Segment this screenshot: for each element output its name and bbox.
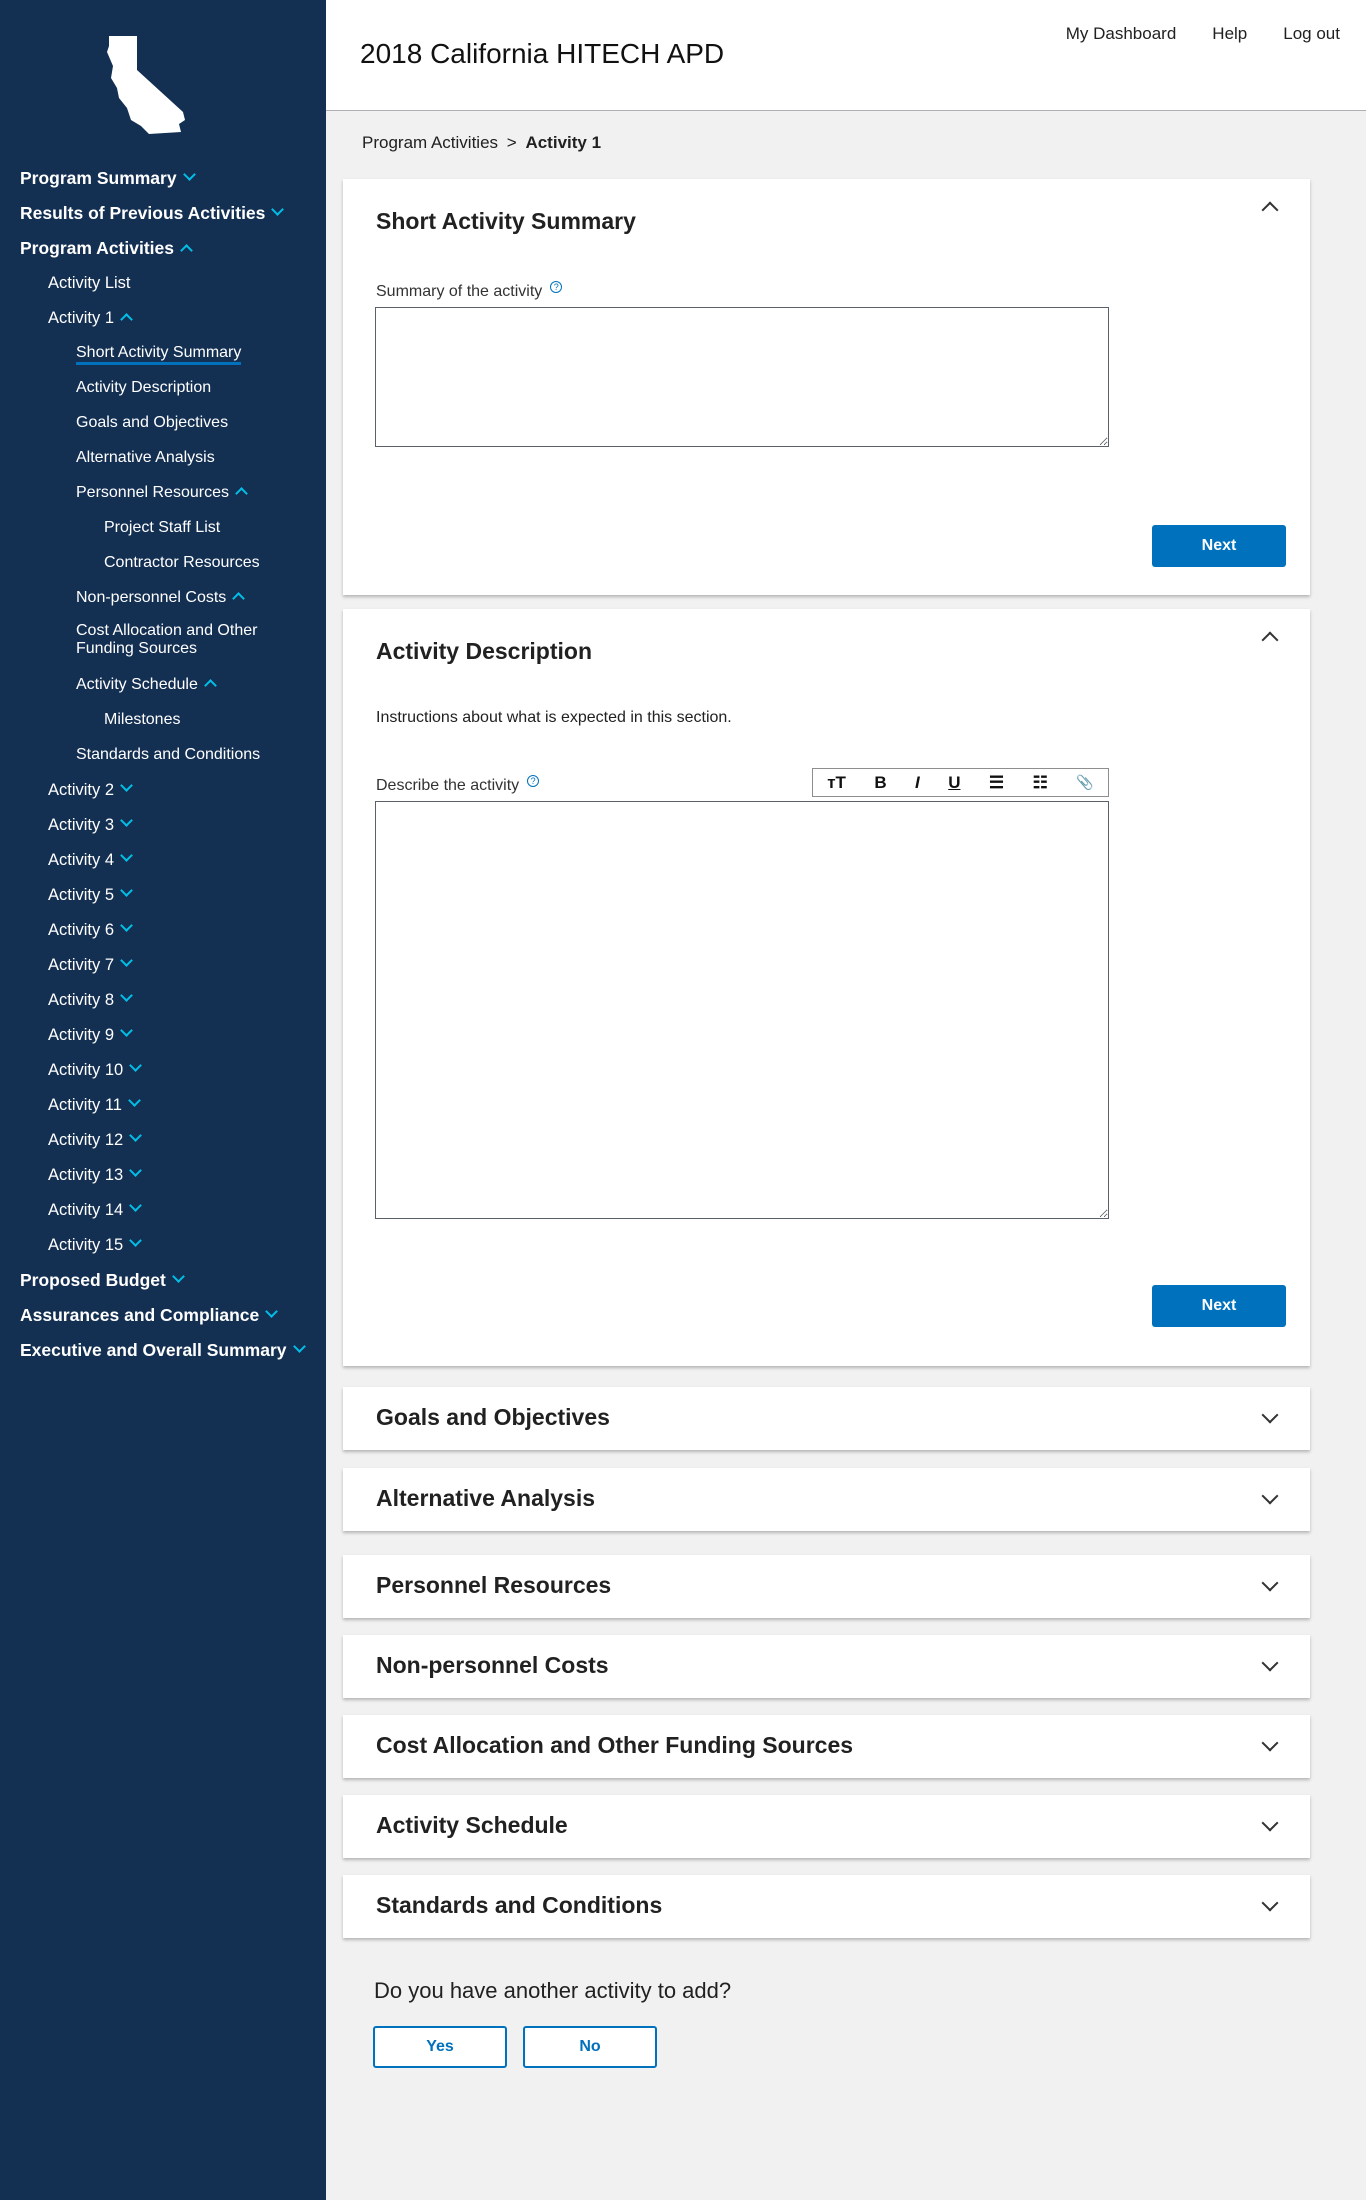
- sidebar-item[interactable]: [0, 1266, 326, 1301]
- help-link[interactable]: Help: [1212, 24, 1248, 43]
- collapsed-section-card[interactable]: [343, 1795, 1310, 1858]
- sidebar-item[interactable]: [0, 1126, 326, 1161]
- sidebar-item[interactable]: [0, 1231, 326, 1266]
- sidebar-item-label: Activity 11: [48, 1096, 122, 1114]
- sidebar-item-label: Activity 4: [48, 851, 115, 869]
- card-title: Standards and Conditions: [376, 1892, 663, 1918]
- sidebar-item[interactable]: [0, 164, 326, 199]
- sidebar-item-label: Cost Allocation and Other Funding Sources: [76, 622, 258, 657]
- text-size-icon[interactable]: тT: [827, 772, 846, 792]
- chevron-up-icon[interactable]: [180, 244, 193, 257]
- chevron-down-icon[interactable]: [129, 1199, 142, 1212]
- sidebar-item[interactable]: [0, 776, 326, 811]
- collapsed-section-card[interactable]: [343, 1387, 1310, 1450]
- sidebar-item[interactable]: [0, 1021, 326, 1056]
- chevron-down-icon[interactable]: [172, 1270, 185, 1283]
- sidebar-item[interactable]: [0, 409, 326, 444]
- activity-description-card: [343, 609, 1310, 1366]
- sidebar-item-label: Contractor Resources: [104, 554, 260, 571]
- chevron-up-icon[interactable]: [120, 313, 133, 326]
- expand-chevron-icon[interactable]: [1262, 1735, 1279, 1752]
- card-title: Cost Allocation and Other Funding Sources: [376, 1732, 854, 1758]
- sidebar-item-label: Activity Schedule: [76, 676, 198, 693]
- chevron-down-icon[interactable]: [120, 989, 133, 1002]
- attach-icon[interactable]: 📎: [1076, 774, 1094, 790]
- expand-chevron-icon[interactable]: [1262, 1575, 1279, 1592]
- sidebar-item-label: Activity 12: [48, 1131, 124, 1149]
- sidebar-item[interactable]: [0, 951, 326, 986]
- breadcrumb-current: Activity 1: [525, 133, 602, 152]
- collapsed-section-card[interactable]: [343, 1468, 1310, 1531]
- chevron-down-icon[interactable]: [265, 1305, 278, 1318]
- chevron-down-icon[interactable]: [183, 168, 196, 181]
- no-button[interactable]: No: [523, 2026, 657, 2068]
- chevron-down-icon[interactable]: [120, 884, 133, 897]
- sidebar-item-label: Personnel Resources: [76, 484, 229, 501]
- yes-button[interactable]: Yes: [373, 2026, 507, 2068]
- sidebar-item-label: Activity List: [48, 274, 131, 292]
- sidebar-item[interactable]: [0, 444, 326, 479]
- field-label: [376, 281, 562, 301]
- collapsed-section-card[interactable]: [343, 1635, 1310, 1698]
- sidebar-item-label: Activity 10: [48, 1061, 124, 1079]
- sidebar-item[interactable]: [0, 304, 326, 339]
- italic-icon[interactable]: I: [915, 772, 920, 792]
- bold-icon[interactable]: B: [874, 772, 887, 792]
- sidebar-item-label: Standards and Conditions: [76, 746, 261, 763]
- sidebar-item[interactable]: [0, 1161, 326, 1196]
- sidebar-nav: [0, 164, 326, 1371]
- sidebar-item[interactable]: [0, 741, 326, 776]
- sidebar-item-label: Assurances and Compliance: [20, 1305, 260, 1325]
- card-title: Activity Description: [376, 638, 592, 664]
- collapsed-section-card[interactable]: [343, 1555, 1310, 1618]
- sidebar-item[interactable]: [0, 1056, 326, 1091]
- sidebar-item-label: Activity 6: [48, 921, 115, 939]
- expand-chevron-icon[interactable]: [1262, 1488, 1279, 1505]
- chevron-up-icon[interactable]: [235, 487, 248, 500]
- sidebar-item-label: Activity 2: [48, 781, 115, 799]
- sidebar-item[interactable]: [0, 1336, 326, 1371]
- sidebar-item[interactable]: [0, 269, 326, 304]
- card-title: Non-personnel Costs: [376, 1652, 609, 1678]
- app-title: 2018 California HITECH APD: [360, 38, 725, 69]
- sidebar-item-label: Executive and Overall Summary: [20, 1340, 287, 1360]
- collapsed-section-card[interactable]: [343, 1875, 1310, 1938]
- logout-link[interactable]: Log out: [1283, 24, 1340, 43]
- numbered-list-icon[interactable]: ☷: [1032, 772, 1048, 792]
- expand-chevron-icon[interactable]: [1262, 1655, 1279, 1672]
- sidebar-item[interactable]: [0, 199, 326, 234]
- sidebar-item[interactable]: [0, 1196, 326, 1231]
- chevron-up-icon[interactable]: [232, 592, 245, 605]
- sidebar-item-label: Program Summary: [20, 168, 177, 188]
- sidebar-item[interactable]: [0, 479, 326, 514]
- expand-chevron-icon[interactable]: [1262, 1895, 1279, 1912]
- next-button[interactable]: Next: [1152, 1285, 1286, 1327]
- chevron-down-icon[interactable]: [120, 919, 133, 932]
- chevron-down-icon[interactable]: [129, 1164, 142, 1177]
- sidebar-item[interactable]: [0, 514, 326, 549]
- chevron-down-icon[interactable]: [129, 1059, 142, 1072]
- sidebar-item[interactable]: [0, 1091, 326, 1126]
- chevron-down-icon[interactable]: [120, 1024, 133, 1037]
- sidebar-item-label: Activity 15: [48, 1236, 124, 1254]
- rich-text-toolbar: [812, 768, 1109, 797]
- add-activity-question: Do you have another activity to add?: [374, 1978, 732, 2003]
- underline-icon[interactable]: U: [948, 772, 961, 792]
- describe-label: Describe the activity: [376, 777, 520, 794]
- sidebar-item[interactable]: [0, 671, 326, 706]
- sidebar: [0, 0, 326, 2200]
- short-activity-summary-card: [343, 179, 1310, 595]
- collapsed-section-card[interactable]: [343, 1715, 1310, 1778]
- sidebar-item-label: Activity 8: [48, 991, 115, 1009]
- chevron-up-icon[interactable]: [204, 679, 217, 692]
- sidebar-item[interactable]: [0, 811, 326, 846]
- help-icon[interactable]: ?: [527, 775, 539, 787]
- sidebar-item-label: Activity 9: [48, 1026, 115, 1044]
- card-title: Alternative Analysis: [376, 1485, 596, 1511]
- card-title: Goals and Objectives: [376, 1404, 610, 1430]
- sidebar-item-label: Proposed Budget: [20, 1270, 166, 1290]
- sidebar-item[interactable]: [0, 986, 326, 1021]
- field-label: [376, 775, 539, 795]
- sidebar-item[interactable]: [0, 339, 326, 374]
- chevron-down-icon[interactable]: [128, 1094, 141, 1107]
- sidebar-item[interactable]: [0, 584, 326, 619]
- sidebar-item-label: Activity 13: [48, 1166, 124, 1184]
- sidebar-item[interactable]: [0, 706, 326, 741]
- california-logo: [105, 36, 193, 134]
- sidebar-item-label: Activity Description: [76, 379, 212, 396]
- breadcrumb-parent[interactable]: Program Activities: [362, 133, 499, 152]
- chevron-down-icon[interactable]: [120, 849, 133, 862]
- sidebar-item-label: Activity 1: [48, 309, 115, 327]
- sidebar-item[interactable]: [0, 846, 326, 881]
- sidebar-item[interactable]: [0, 549, 326, 584]
- sidebar-item-label: Activity 5: [48, 886, 115, 904]
- chevron-down-icon[interactable]: [120, 779, 133, 792]
- sidebar-item-label: Short Activity Summary: [76, 344, 241, 365]
- sidebar-item-label: Alternative Analysis: [76, 449, 215, 466]
- chevron-down-icon[interactable]: [272, 203, 285, 216]
- chevron-down-icon[interactable]: [120, 814, 133, 827]
- expand-chevron-icon[interactable]: [1262, 1815, 1279, 1832]
- breadcrumb: [362, 133, 601, 153]
- sidebar-item[interactable]: [0, 916, 326, 951]
- sidebar-item-label: Activity 14: [48, 1201, 124, 1219]
- instructions: Instructions about what is expected in this section.: [376, 709, 732, 726]
- sidebar-item-label: Activity 3: [48, 816, 115, 834]
- card-title: Activity Schedule: [376, 1812, 568, 1838]
- breadcrumb-separator: >: [506, 133, 517, 152]
- sidebar-item-label: Goals and Objectives: [76, 414, 229, 431]
- collapse-chevron-icon[interactable]: [1262, 202, 1279, 219]
- header: [326, 0, 1366, 111]
- summary-input[interactable]: [375, 307, 1109, 447]
- chevron-down-icon[interactable]: [129, 1129, 142, 1142]
- sidebar-item[interactable]: [0, 1301, 326, 1336]
- sidebar-item-label: Non-personnel Costs: [76, 589, 227, 606]
- top-nav: [1066, 24, 1340, 44]
- sidebar-item-label: Activity 7: [48, 956, 115, 974]
- next-button[interactable]: Next: [1152, 525, 1286, 567]
- bullet-list-icon[interactable]: ☰: [988, 772, 1005, 792]
- sidebar-item[interactable]: [0, 374, 326, 409]
- sidebar-item-label: Project Staff List: [104, 519, 221, 536]
- my-dashboard-link[interactable]: My Dashboard: [1065, 24, 1177, 43]
- sidebar-item[interactable]: [0, 234, 326, 269]
- sidebar-item[interactable]: [0, 619, 300, 671]
- chevron-down-icon[interactable]: [293, 1340, 306, 1353]
- sidebar-item[interactable]: [0, 881, 326, 916]
- expand-chevron-icon[interactable]: [1262, 1407, 1279, 1424]
- chevron-down-icon[interactable]: [120, 954, 133, 967]
- sidebar-item-label: Program Activities: [20, 238, 174, 258]
- collapse-chevron-icon[interactable]: [1262, 632, 1279, 649]
- summary-label: Summary of the activity: [376, 283, 543, 300]
- card-title: Short Activity Summary: [376, 208, 636, 234]
- card-title: Personnel Resources: [376, 1572, 612, 1598]
- sidebar-item-label: Results of Previous Activities: [20, 203, 266, 223]
- help-icon[interactable]: ?: [550, 281, 562, 293]
- chevron-down-icon[interactable]: [129, 1234, 142, 1247]
- description-input[interactable]: [375, 801, 1109, 1219]
- sidebar-item-label: Milestones: [104, 711, 181, 728]
